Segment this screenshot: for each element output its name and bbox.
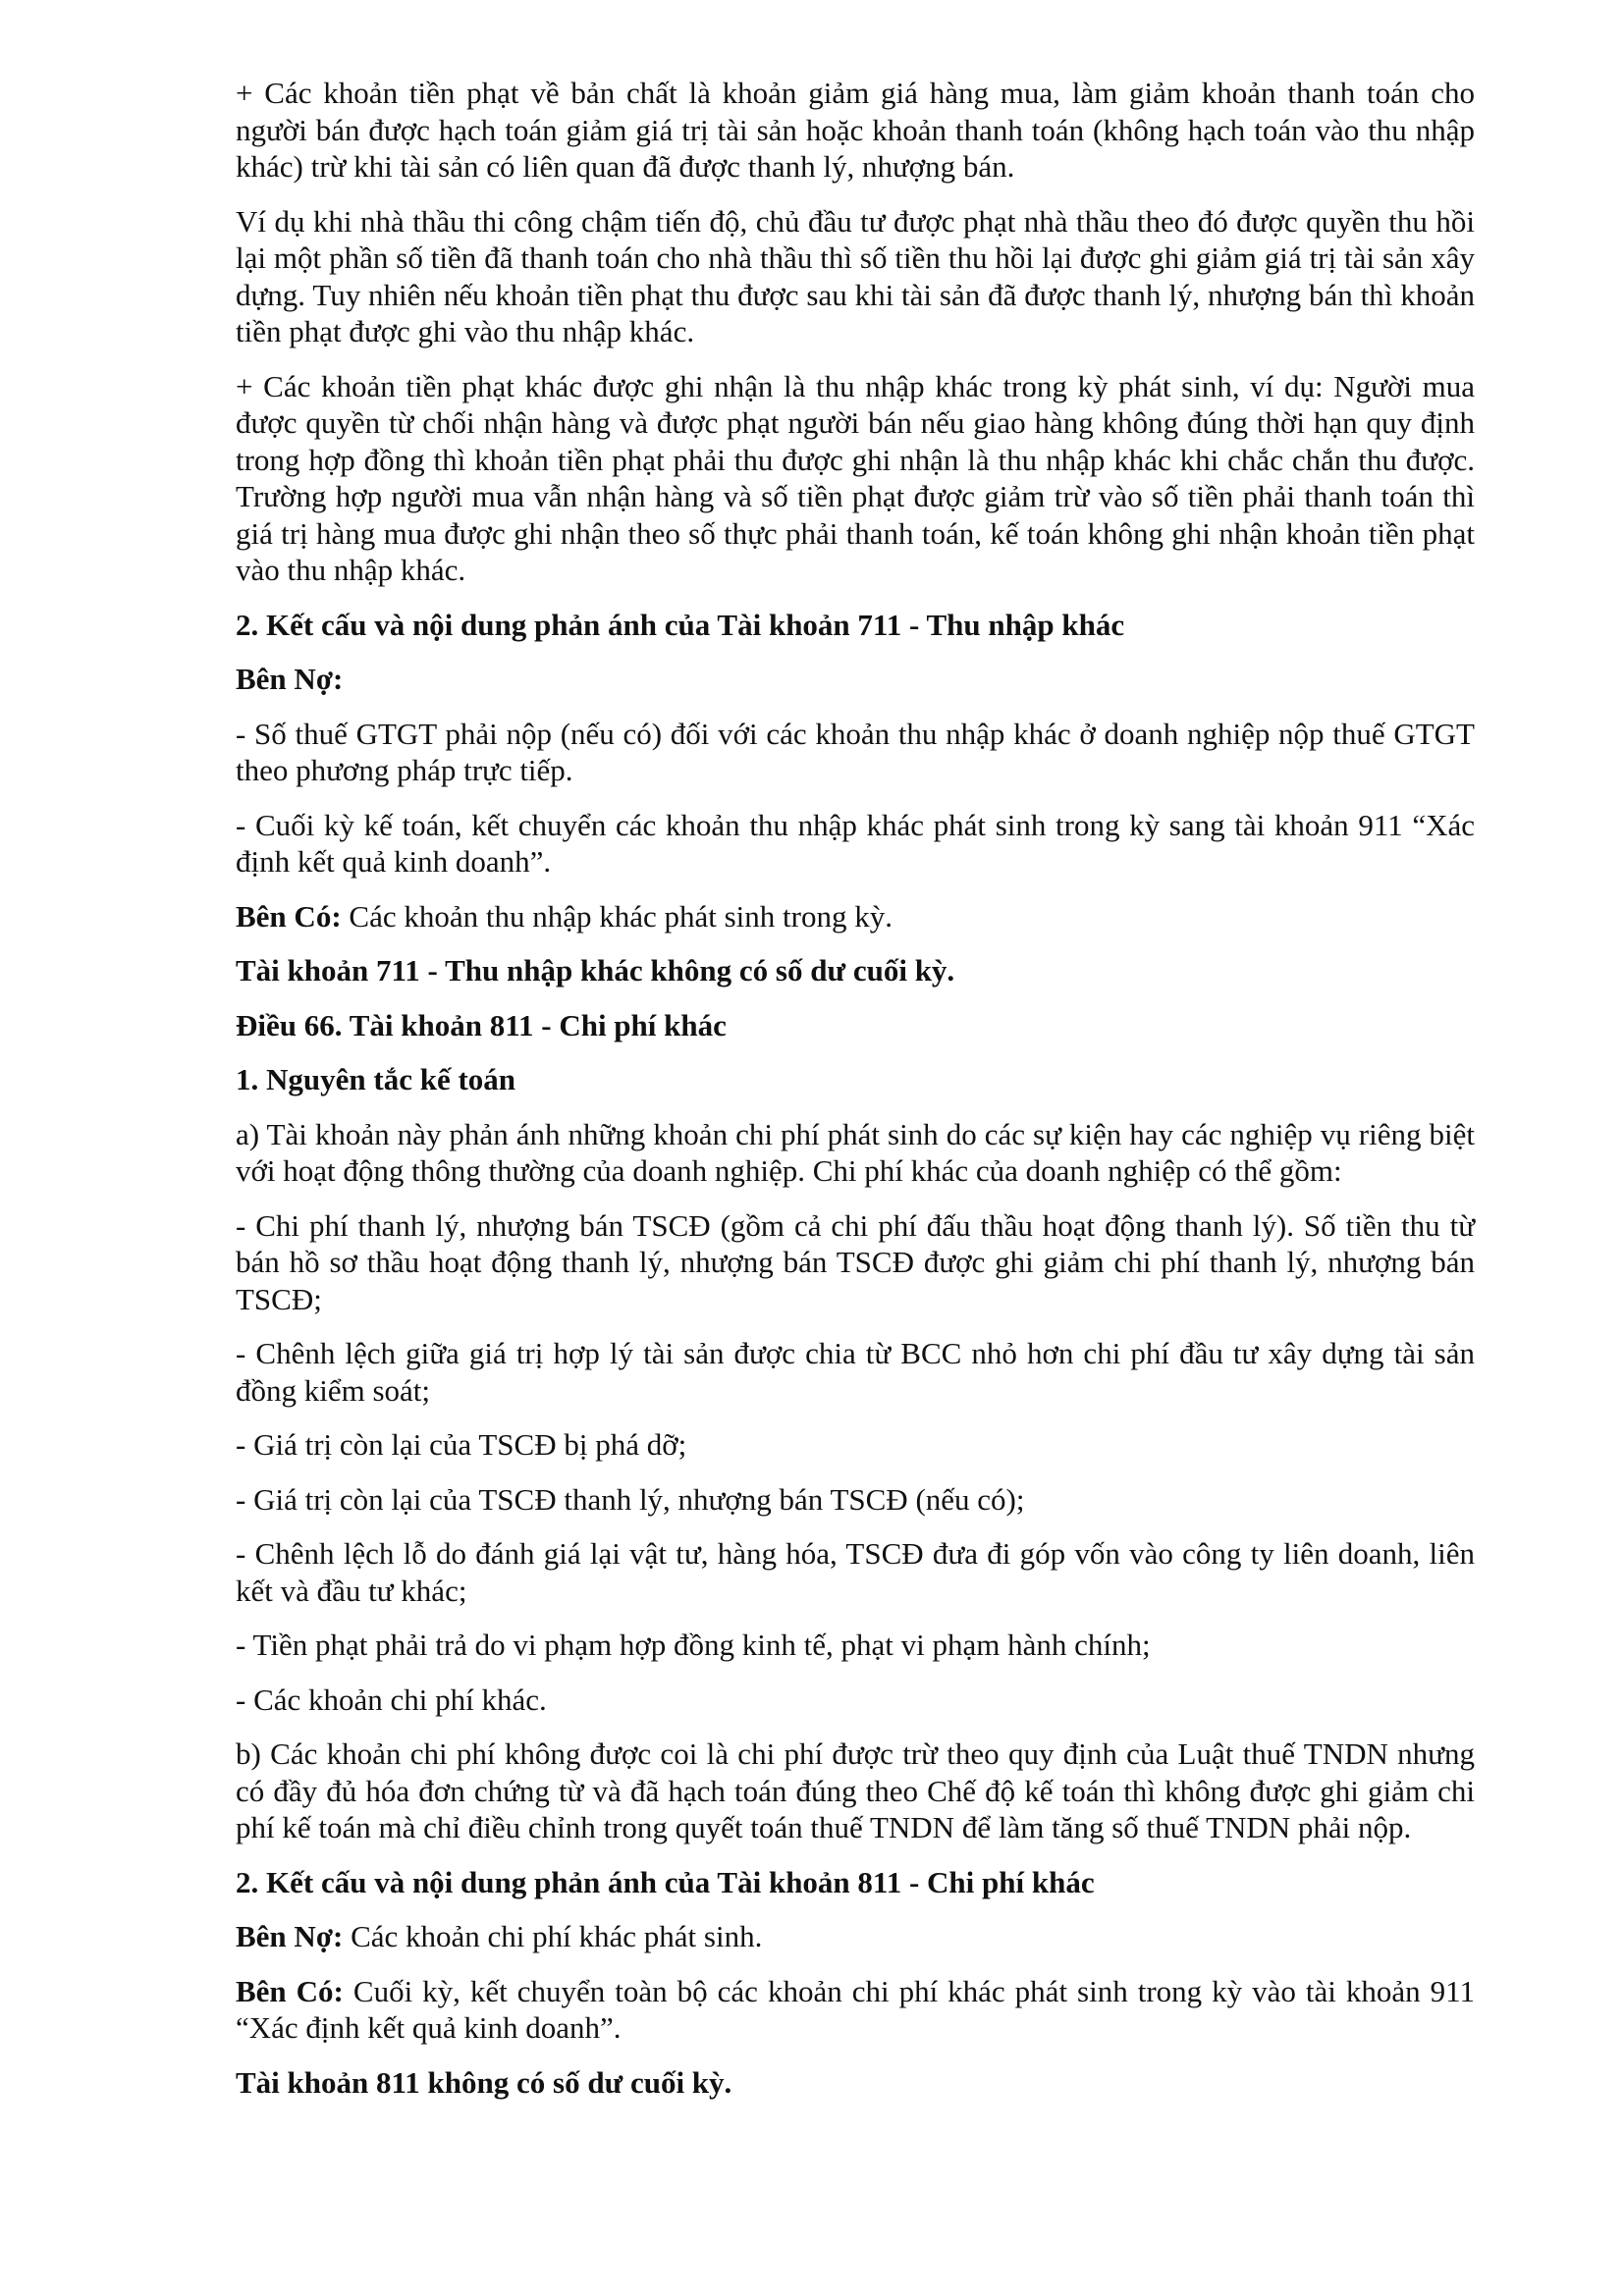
heading-article-66: Điều 66. Tài khoản 811 - Chi phí khác [236, 1007, 727, 1042]
paragraph-penalty-discount: + Các khoản tiền phạt về bản chất là khoản giảm giá hàng mua, làm giảm khoản thanh toán cho người bán được hạch toán giảm giá trị tài sản hoặc khoản thanh toán (không hạch toán vào thu nhập khác) trừ khi tài sản có liên quan đã được thanh lý, nhượng bán. [236, 76, 1475, 184]
heading-811-no-balance: Tài khoản 811 không có số dư cuối kỳ. [236, 2064, 732, 2100]
credit-side-text: Các khoản thu nhập khác phát sinh trong kỳ. [341, 898, 893, 934]
paragraph-revaluation-loss: - Chênh lệch lỗ do đánh giá lại vật tư, hàng hóa, TSCĐ đưa đi góp vốn vào công ty liên doanh, liên kết và đầu tư khác; [236, 1536, 1475, 1608]
paragraph-credit-side-711 [236, 898, 1475, 935]
heading-accounting-principles: 1. Nguyên tắc kế toán [236, 1062, 516, 1096]
credit-side-text-811: Cuối kỳ, kết chuyển toàn bộ các khoản chi phí khác phát sinh trong kỳ vào tài khoản 911 “Xác định kết quả kinh doanh”. [236, 1973, 1475, 2045]
credit-side-label: Bên Có: [236, 898, 342, 934]
paragraph-811-scope: a) Tài khoản này phản ánh những khoản chi phí phát sinh do các sự kiện hay các nghiệp vụ riêng biệt với hoạt động thông thường của doanh nghiệp. Chi phí khác của doanh nghiệp có thể gồm: [236, 1116, 1475, 1188]
paragraph-example-contractor: Ví dụ khi nhà thầu thi công chậm tiến độ, chủ đầu tư được phạt nhà thầu theo đó được quyền thu hồi lại một phần số tiền đã thanh toán cho nhà thầu thì số tiền thu hồi lại được ghi giảm giá trị tài sản xây dựng. Tuy nhiên nếu khoản tiền phạt thu được sau khi tài sản đã được thanh lý, nhượng bán thì khoản tiền phạt được ghi vào thu nhập khác. [236, 203, 1475, 348]
paragraph-bcc-difference: - Chênh lệch giữa giá trị hợp lý tài sản được chia từ BCC nhỏ hơn chi phí đầu tư xây dựng tài sản đồng kiểm soát; [236, 1336, 1475, 1408]
paragraph-liquidated-assets: - Giá trị còn lại của TSCĐ thanh lý, nhượng bán TSCĐ (nếu có); [236, 1481, 1025, 1517]
paragraph-vat-payable: - Số thuế GTGT phải nộp (nếu có) đối với các khoản thu nhập khác ở doanh nghiệp nộp thuế GTGT theo phương pháp trực tiếp. [236, 716, 1475, 787]
paragraph-debit-side-811 [236, 1918, 1475, 1955]
heading-debit-side: Bên Nợ: [236, 662, 344, 696]
paragraph-non-deductible: b) Các khoản chi phí không được coi là chi phí được trừ theo quy định của Luật thuế TNDN nhưng có đầy đủ hóa đơn chứng từ và đã hạch toán đúng theo Chế độ kế toán thì không được ghi giảm chi phí kế toán mà chỉ điều chỉnh trong quyết toán thuế TNDN để làm tăng số thuế TNDN phải nộp. [236, 1736, 1475, 1844]
document-page [236, 75, 1475, 2118]
heading-structure-811: 2. Kết cấu và nội dung phản ánh của Tài khoản 811 - Chi phí khác [236, 1864, 1095, 1899]
debit-side-label: Bên Nợ: [236, 1919, 344, 1953]
paragraph-demolished-assets: - Giá trị còn lại của TSCĐ bị phá dỡ; [236, 1427, 687, 1462]
paragraph-other-penalties: + Các khoản tiền phạt khác được ghi nhận là thu nhập khác trong kỳ phát sinh, ví dụ: Người mua được quyền từ chối nhận hàng và được phạt người bán nếu giao hàng không đúng thời hạn quy định trong hợp đồng thì khoản tiền phạt phải thu được ghi nhận là thu nhập khác khi chắc chắn thu được. Trường hợp người mua vẫn nhận hàng và số tiền phạt được giảm trừ vào số tiền phải thanh toán thì giá trị hàng mua được ghi nhận theo số thực phải thanh toán, kế toán không ghi nhận khoản tiền phạt vào thu nhập khác. [236, 368, 1475, 587]
paragraph-contract-fines: - Tiền phạt phải trả do vi phạm hợp đồng kinh tế, phạt vi phạm hành chính; [236, 1628, 1151, 1662]
heading-structure-711: 2. Kết cấu và nội dung phản ánh của Tài khoản 711 - Thu nhập khác [236, 607, 1125, 642]
paragraph-liquidation-costs: - Chi phí thanh lý, nhượng bán TSCĐ (gồm cả chi phí đấu thầu hoạt động thanh lý). Số tiền thu từ bán hồ sơ thầu hoạt động thanh lý, nhượng bán TSCĐ được ghi giảm chi phí thanh lý, nhượng bán TSCĐ; [236, 1207, 1475, 1316]
heading-711-no-balance: Tài khoản 711 - Thu nhập khác không có số dư cuối kỳ. [236, 953, 955, 988]
paragraph-period-end-transfer: - Cuối kỳ kế toán, kết chuyển các khoản thu nhập khác phát sinh trong kỳ sang tài khoản 911 “Xác định kết quả kinh doanh”. [236, 807, 1475, 879]
paragraph-credit-side-811 [236, 1973, 1475, 2047]
credit-side-label-811: Bên Có: [236, 1973, 344, 2008]
paragraph-other-expenses: - Các khoản chi phí khác. [236, 1682, 547, 1717]
debit-side-text: Các khoản chi phí khác phát sinh. [343, 1919, 763, 1953]
